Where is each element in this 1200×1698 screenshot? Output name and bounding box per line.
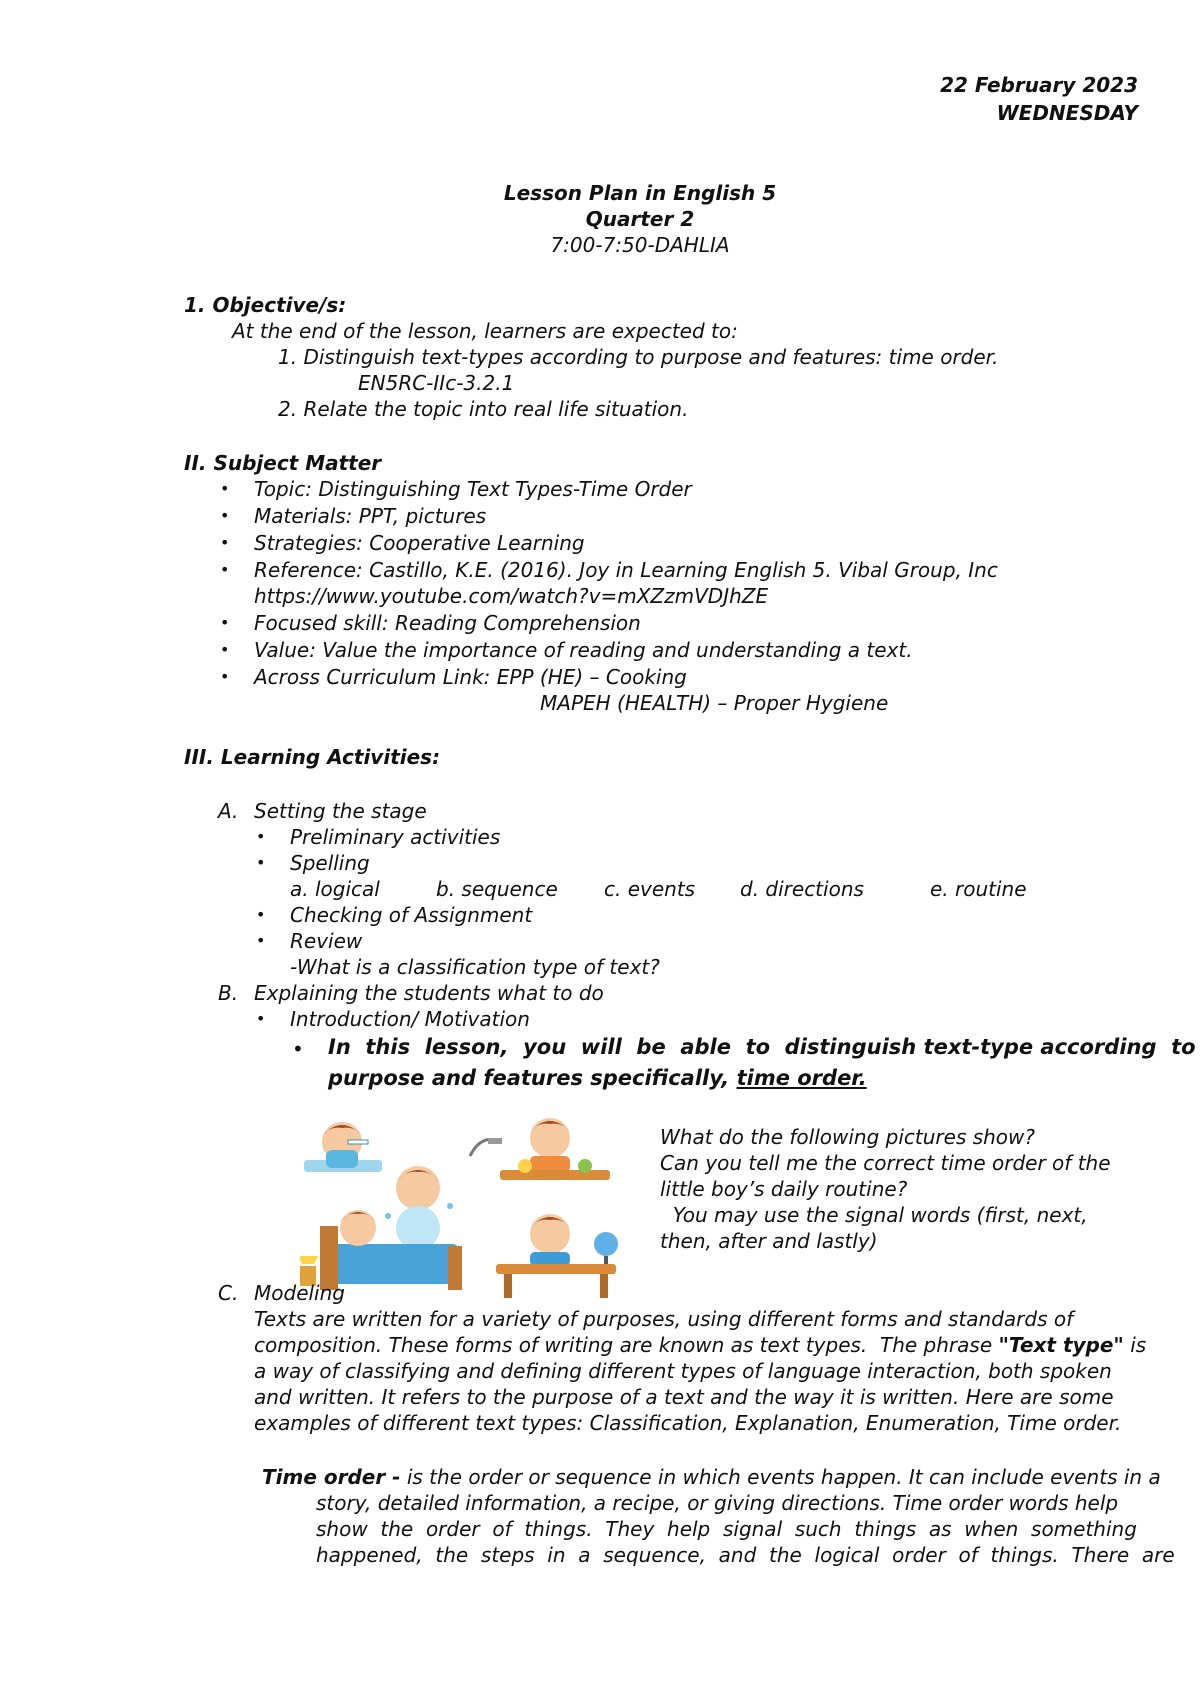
time-order-line-1: [262, 1464, 1161, 1490]
activity-item: Spelling: [290, 851, 370, 875]
question-line: little boy’s daily routine?: [660, 1177, 908, 1201]
daily-routine-illustration: [300, 1116, 630, 1300]
bullet-icon: •: [220, 479, 230, 498]
subject-item: Value: Value the importance of reading and understanding a text.: [254, 638, 913, 662]
section-letter: B.: [218, 981, 239, 1005]
bullet-icon: •: [256, 1009, 266, 1028]
bullet-icon: •: [220, 560, 230, 579]
question-line: Can you tell me the correct time order of the: [660, 1151, 1111, 1175]
page-title: Lesson Plan in English 5: [503, 181, 777, 205]
modeling-text: is: [1123, 1333, 1147, 1357]
question-line: then, after and lastly): [660, 1229, 878, 1253]
schedule-label: 7:00-7:50-DAHLIA: [550, 233, 730, 257]
section-letter: A.: [218, 799, 239, 823]
objective-code: EN5RC-IIc-3.2.1: [358, 371, 515, 395]
spelling-word: a. logical: [290, 877, 380, 901]
subject-item: MAPEH (HEALTH) – Proper Hygiene: [540, 691, 889, 715]
spelling-word: b. sequence: [436, 877, 558, 901]
activity-item: Introduction/ Motivation: [290, 1007, 530, 1031]
header-day: WEDNESDAY: [996, 101, 1138, 125]
section-title-explaining: Explaining the students what to do: [254, 981, 604, 1005]
bullet-icon: •: [220, 613, 230, 632]
activity-item: Preliminary activities: [290, 825, 501, 849]
subject-item: Focused skill: Reading Comprehension: [254, 611, 641, 635]
motivation-line-2: [328, 1065, 867, 1091]
objectives-heading: 1. Objective/s:: [184, 293, 347, 317]
bullet-icon: •: [292, 1037, 304, 1061]
bullet-icon: •: [220, 533, 230, 552]
toothbrush-boy-icon: [304, 1122, 382, 1172]
quarter-label: Quarter 2: [585, 207, 695, 231]
modeling-text: and written. It refers to the purpose of a text and the way it is written. Here are some: [254, 1385, 1114, 1409]
bullet-icon: •: [220, 506, 230, 525]
modeling-text: examples of different text types: Classification, Explanation, Enumeration, Time order.: [254, 1411, 1122, 1435]
study-boy-icon: [496, 1214, 618, 1298]
section-letter: C.: [218, 1281, 239, 1305]
spelling-word: e. routine: [930, 877, 1027, 901]
time-order-text: story, detailed information, a recipe, or giving directions. Time order words help: [316, 1491, 1119, 1515]
text-type-term: "Text type": [998, 1333, 1124, 1357]
subject-item: Topic: Distinguishing Text Types-Time Order: [254, 477, 692, 501]
motivation-text: purpose and features specifically,: [328, 1066, 737, 1090]
learning-activities-heading: III. Learning Activities:: [184, 745, 441, 769]
breakfast-boy-icon: [500, 1118, 610, 1180]
bullet-icon: •: [220, 640, 230, 659]
bullet-icon: •: [256, 827, 266, 846]
reference-link[interactable]: https://www.youtube.com/watch?v=mXZzmVDJhZE: [254, 584, 769, 608]
subject-matter-heading: II. Subject Matter: [184, 451, 382, 475]
activity-item: Checking of Assignment: [290, 903, 533, 927]
time-order-text: show the order of things. They help signal such things as when something: [316, 1517, 1137, 1541]
motivation-emphasis: text-type: [923, 1035, 1034, 1059]
time-order-text: happened, the steps in a sequence, and the logical order of things. There are: [316, 1543, 1175, 1567]
modeling-text: Texts are written for a variety of purposes, using different forms and standards of: [254, 1307, 1074, 1331]
objective-item: 2. Relate the topic into real life situation.: [278, 397, 689, 421]
bullet-icon: •: [256, 905, 266, 924]
review-question: -What is a classification type of text?: [290, 955, 660, 979]
motivation-text: according to: [1033, 1035, 1196, 1059]
question-line: You may use the signal words (first, next,: [660, 1203, 1088, 1227]
modeling-text: a way of classifying and defining different types of language interaction, both spoken: [254, 1359, 1112, 1383]
subject-item: Strategies: Cooperative Learning: [254, 531, 585, 555]
header-date: 22 February 2023: [940, 73, 1138, 97]
motivation-underline: time order.: [736, 1066, 867, 1090]
spelling-word: d. directions: [740, 877, 864, 901]
motivation-text: In this lesson, you will be able to distinguish: [328, 1035, 924, 1059]
bullet-icon: •: [220, 667, 230, 686]
modeling-text: composition. These forms of writing are known as text types. The phrase: [254, 1333, 999, 1357]
section-title-setting-stage: Setting the stage: [254, 799, 427, 823]
objectives-intro: At the end of the lesson, learners are expected to:: [232, 319, 738, 343]
time-order-text: is the order or sequence in which events happen. It can include events in a: [400, 1465, 1161, 1489]
objective-item: 1. Distinguish text-types according to purpose and features: time order.: [278, 345, 999, 369]
time-order-term: Time order -: [262, 1465, 401, 1489]
subject-item: Materials: PPT, pictures: [254, 504, 487, 528]
spelling-word: c. events: [604, 877, 696, 901]
bullet-icon: •: [256, 853, 266, 872]
motivation-line-1: [328, 1034, 1196, 1060]
question-line: What do the following pictures show?: [660, 1125, 1036, 1149]
subject-item: Reference: Castillo, K.E. (2016). Joy in Learning English 5. Vibal Group, Inc: [254, 558, 998, 582]
subject-item: Across Curriculum Link: EPP (HE) – Cooking: [254, 665, 687, 689]
section-title-modeling: Modeling: [254, 1281, 345, 1305]
modeling-text-line: [254, 1332, 1146, 1358]
bullet-icon: •: [256, 931, 266, 950]
activity-item: Review: [290, 929, 363, 953]
